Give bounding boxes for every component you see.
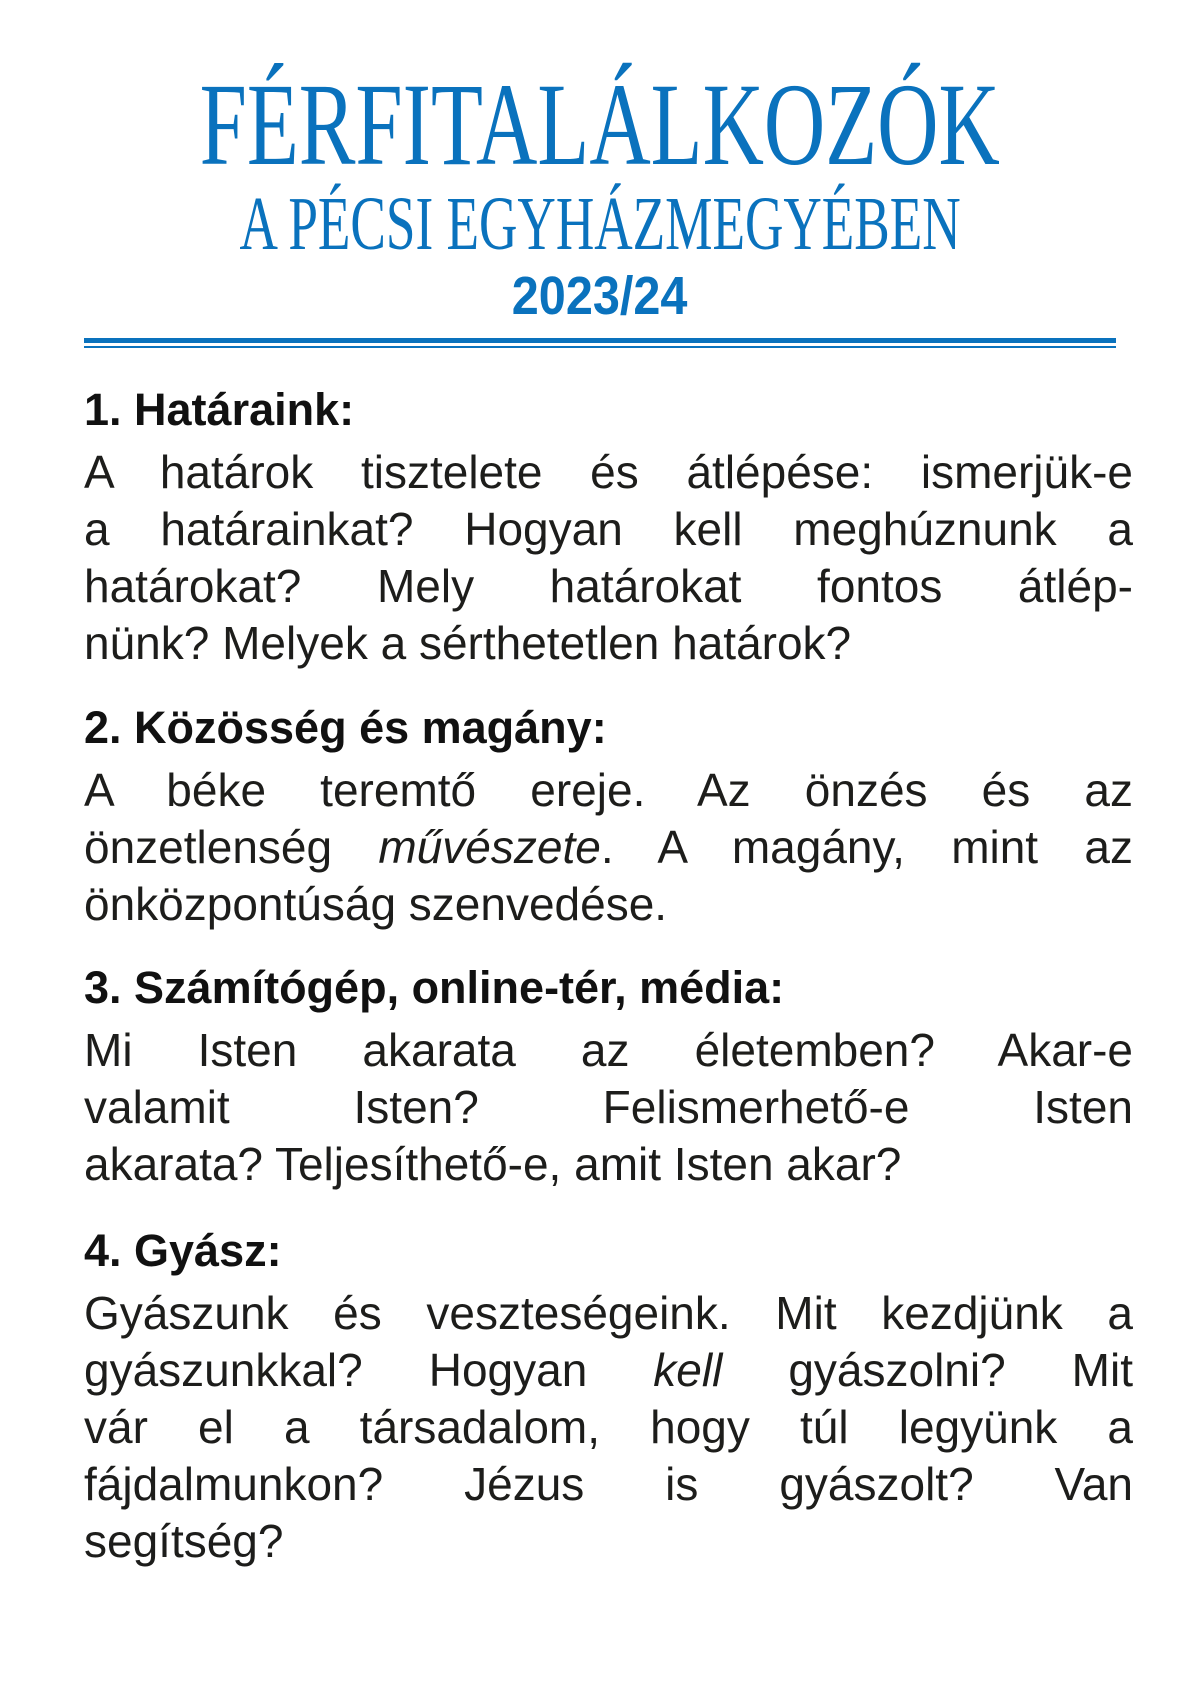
text: Mi Isten akarata az életemben? Akar-e — [84, 1024, 1133, 1076]
topic-description — [84, 1285, 1133, 1570]
text: fájdalmunkon? Jézus is gyászolt? Van — [84, 1458, 1133, 1510]
text-line — [84, 1285, 1133, 1342]
page-subtitle — [0, 182, 1200, 266]
text: akarata? Teljesíthető-e, amit Isten akar? — [84, 1138, 902, 1190]
divider-thin — [84, 346, 1116, 348]
topic-section — [84, 960, 1133, 1193]
text: önközpontúság szenvedése. — [84, 878, 668, 930]
topic-section — [84, 382, 1133, 672]
text-line — [84, 558, 1133, 615]
text-line — [84, 1513, 1133, 1570]
topic-section — [84, 700, 1133, 933]
topic-heading: 4. Gyász: — [84, 1225, 282, 1276]
text-line — [84, 1079, 1133, 1136]
title-text: FÉRFITALÁLKOZÓK — [199, 59, 1001, 190]
text: gyászunkkal? Hogyan — [84, 1344, 654, 1396]
subtitle-text: A PÉCSI EGYHÁZMEGYÉBEN — [239, 182, 961, 266]
topic-description — [84, 1022, 1133, 1193]
text-line — [84, 876, 1133, 933]
text-line — [84, 1456, 1133, 1513]
text: Gyászunk és veszteségeink. Mit kezdjünk a — [84, 1287, 1133, 1339]
year-text: 2023/24 — [512, 266, 688, 326]
page-title — [0, 59, 1200, 190]
text-line — [84, 819, 1133, 876]
emphasis: kell — [653, 1344, 723, 1396]
text: valamit Isten? Felismerhető-e Isten — [84, 1081, 1133, 1133]
text: önzetlenség — [84, 821, 379, 873]
text-line — [84, 1136, 1133, 1193]
emphasis: művészete — [378, 821, 601, 873]
text: vár el a társadalom, hogy túl legyünk a — [84, 1401, 1133, 1453]
divider-thick — [84, 338, 1116, 343]
text: határokat? Mely határokat fontos átlép- — [84, 560, 1133, 612]
topic-heading: 1. Határaink: — [84, 384, 355, 435]
text: a határainkat? Hogyan kell meghúznunk a — [84, 503, 1133, 555]
topic-section — [84, 1223, 1133, 1570]
text: gyászolni? Mit — [722, 1344, 1133, 1396]
text-line — [84, 762, 1133, 819]
text: A határok tisztelete és átlépése: ismerjük-e — [84, 446, 1133, 498]
year-label — [0, 268, 1200, 324]
text-line — [84, 501, 1133, 558]
topic-heading: 3. Számítógép, online-tér, média: — [84, 962, 785, 1013]
text: A béke teremtő ereje. Az önzés és az — [84, 764, 1133, 816]
topic-description — [84, 444, 1133, 672]
text-line — [84, 444, 1133, 501]
text-line — [84, 1342, 1133, 1399]
text: . A magány, mint az — [600, 821, 1133, 873]
text-line — [84, 1022, 1133, 1079]
text: segítség? — [84, 1515, 284, 1567]
text-line — [84, 615, 1133, 672]
topic-heading: 2. Közösség és magány: — [84, 702, 607, 753]
text: nünk? Melyek a sérthetetlen határok? — [84, 617, 852, 669]
topic-description — [84, 762, 1133, 933]
text-line — [84, 1399, 1133, 1456]
